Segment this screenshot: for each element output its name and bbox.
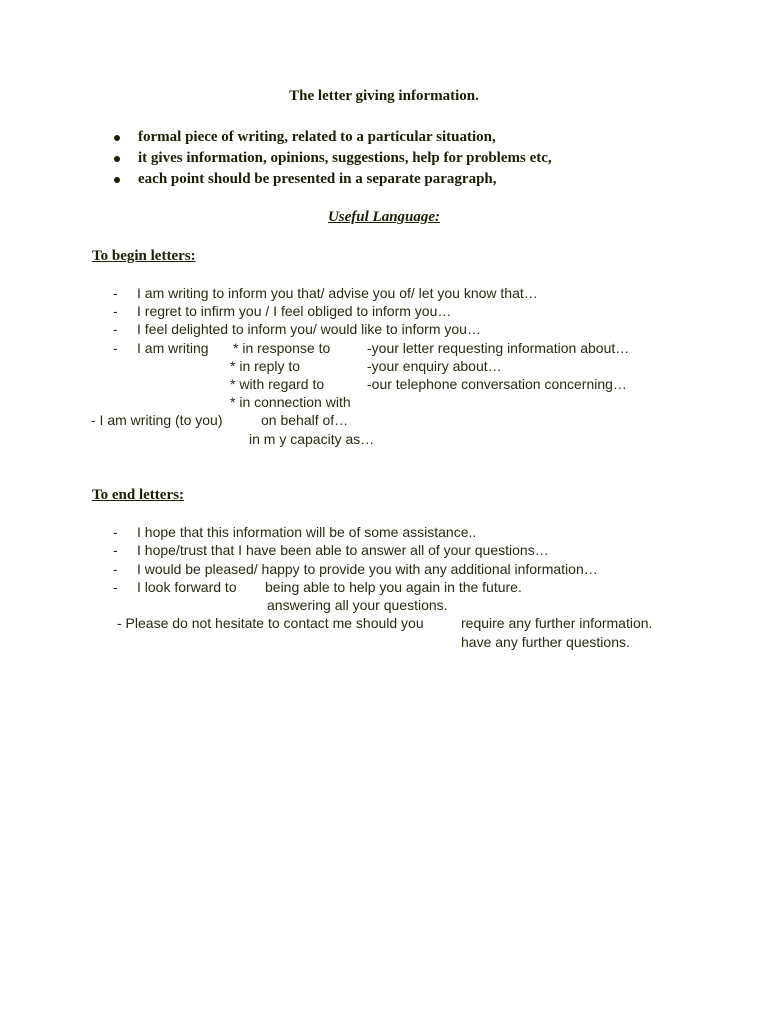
dash-marker: - bbox=[113, 579, 118, 595]
option-text: answering all your questions. bbox=[267, 597, 448, 613]
option-text: in m y capacity as… bbox=[249, 431, 375, 447]
option-text: on behalf of… bbox=[261, 412, 349, 428]
dash-marker: - bbox=[113, 542, 118, 558]
phrase-text: I feel delighted to inform you/ would like to inform you… bbox=[137, 321, 481, 337]
list-item bbox=[113, 542, 549, 558]
option-text: * in response to bbox=[233, 340, 331, 356]
bullet-icon bbox=[114, 156, 120, 162]
phrase-text: I would be pleased/ happy to provide you with any additional information… bbox=[137, 561, 598, 577]
bullet-text: it gives information, opinions, suggestions, help for problems etc, bbox=[138, 150, 552, 166]
option-text: require any further information. bbox=[461, 615, 653, 631]
list-item bbox=[113, 561, 598, 577]
dash-marker: - bbox=[113, 561, 118, 577]
dash-marker: - bbox=[113, 524, 118, 540]
dash-marker: - bbox=[113, 321, 118, 337]
heading-begin-letters: To begin letters: bbox=[92, 248, 196, 264]
list-item bbox=[113, 579, 237, 595]
heading-end-letters: To end letters: bbox=[92, 487, 184, 503]
list-item bbox=[113, 524, 476, 540]
list-item bbox=[113, 321, 481, 337]
list-item bbox=[112, 148, 552, 169]
list-item bbox=[113, 285, 538, 301]
option-text: * in reply to bbox=[230, 358, 301, 374]
bullet-list bbox=[112, 127, 552, 190]
phrase-text: I regret to infirm you / I feel obliged to inform you… bbox=[137, 303, 452, 319]
phrase-text: I am writing bbox=[137, 340, 209, 356]
phrase-text: I hope/trust that I have been able to answer all of your questions… bbox=[137, 542, 549, 558]
list-item bbox=[113, 303, 451, 319]
option-text: * with regard to bbox=[230, 376, 325, 392]
option-text: * in connection with bbox=[230, 394, 351, 410]
dash-marker: - bbox=[113, 340, 118, 356]
phrase-text: I hope that this information will be of some assistance.. bbox=[137, 524, 477, 540]
phrase-text: I am writing to inform you that/ advise you of/ let you know that… bbox=[137, 285, 538, 301]
bullet-text: formal piece of writing, related to a particular situation, bbox=[138, 129, 496, 145]
target-text: -our telephone conversation concerning… bbox=[367, 376, 627, 392]
target-text: -your enquiry about… bbox=[367, 358, 502, 374]
bullet-icon bbox=[114, 177, 120, 183]
dash-marker: - bbox=[113, 303, 118, 319]
option-text: being able to help you again in the future. bbox=[265, 579, 522, 595]
dash-marker: - bbox=[113, 285, 118, 301]
phrase-text: - Please do not hesitate to contact me should you bbox=[117, 615, 424, 631]
bullet-text: each point should be presented in a separate paragraph, bbox=[138, 171, 497, 187]
bullet-icon bbox=[114, 135, 120, 141]
section-title-useful-language: Useful Language: bbox=[327, 209, 441, 225]
phrase-text: - I am writing (to you) bbox=[91, 412, 223, 428]
phrase-text: I look forward to bbox=[137, 579, 237, 595]
option-text: have any further questions. bbox=[461, 634, 630, 650]
list-item bbox=[112, 169, 552, 190]
page-title: The letter giving information. bbox=[289, 88, 479, 104]
list-item bbox=[112, 127, 552, 148]
target-text: -your letter requesting information about… bbox=[367, 340, 630, 356]
list-item bbox=[113, 340, 209, 356]
